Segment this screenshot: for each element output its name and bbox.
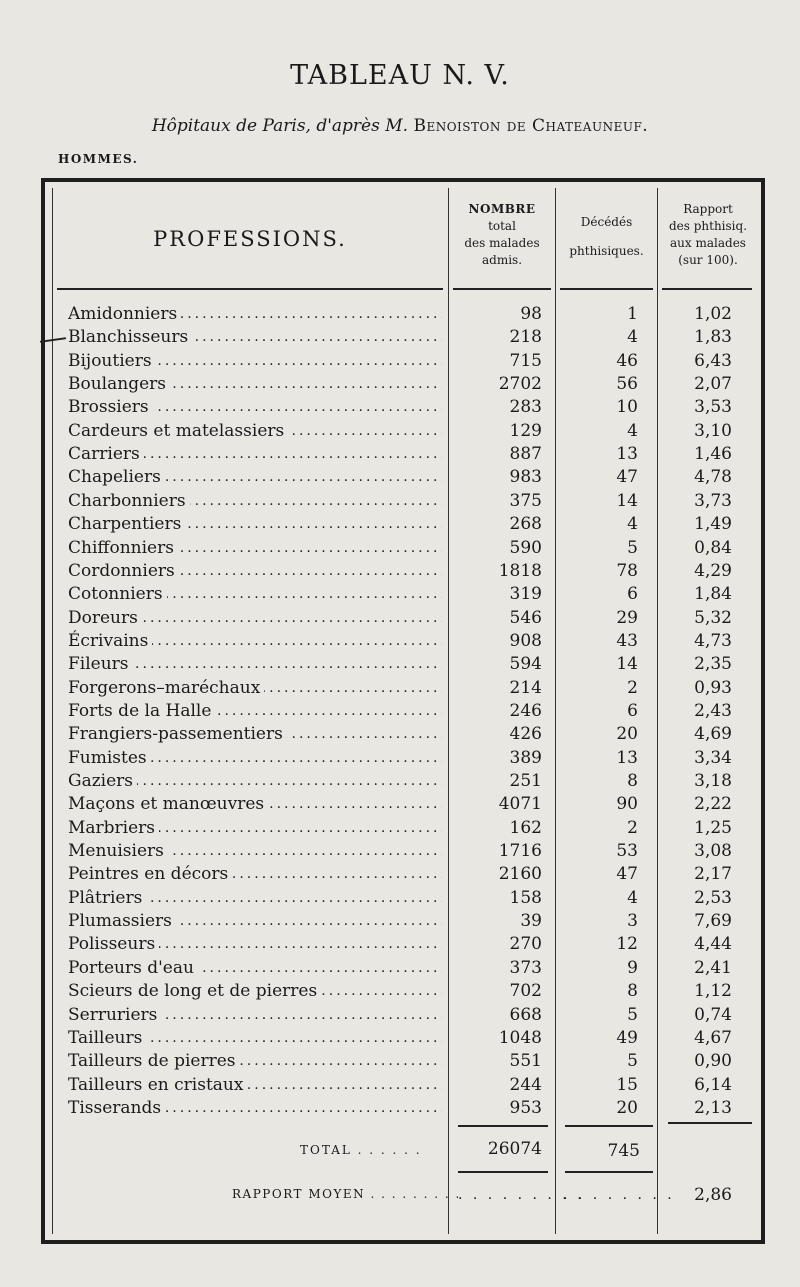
rapport-cell: 2,07	[694, 374, 732, 395]
decedes-cell: 43	[616, 630, 638, 651]
profession-cell	[68, 443, 442, 465]
table-row	[0, 420, 800, 443]
nombre-cell: 887	[509, 444, 542, 465]
nombre-cell: 244	[509, 1074, 542, 1095]
header-nombre	[450, 201, 554, 269]
nombre-cell: 389	[509, 747, 542, 768]
nombre-cell: 1716	[498, 841, 542, 862]
rapport-cell: 0,93	[694, 677, 732, 698]
decedes-cell: 12	[616, 934, 638, 955]
nombre-cell: 594	[509, 654, 542, 675]
profession-cell	[68, 653, 442, 675]
profession-name: Marbriers	[68, 818, 159, 838]
moyen-dots: . . . . . . . . .	[365, 1187, 461, 1201]
rapport-cell: 3,34	[694, 747, 732, 768]
profession-name: Doreurs	[68, 608, 142, 628]
total-dots: . . . . . .	[351, 1143, 422, 1157]
decedes-cell: 53	[616, 841, 638, 862]
profession-name: Menuisiers	[68, 841, 168, 861]
decedes-cell: 2	[627, 677, 638, 698]
profession-name: Fumistes	[68, 748, 151, 768]
table-row	[0, 770, 800, 793]
table-row	[0, 1097, 800, 1120]
profession-cell	[68, 350, 442, 372]
nombre-cell: 218	[509, 327, 542, 348]
table-row	[0, 700, 800, 723]
header-rapport	[659, 201, 757, 269]
profession-cell	[68, 723, 442, 745]
profession-cell	[68, 560, 442, 582]
table-row	[0, 653, 800, 676]
moyen-dots-nombre: . . . . . . . . .	[458, 1187, 585, 1203]
rapport-cell: 4,44	[694, 934, 732, 955]
table-row	[0, 980, 800, 1003]
total-rule	[565, 1125, 653, 1127]
rapport-cell: 5,32	[694, 607, 732, 628]
header-professions: PROFESSIONS.	[153, 227, 347, 251]
profession-name: Charpentiers	[68, 514, 185, 534]
nombre-cell: 246	[509, 700, 542, 721]
decedes-cell: 1	[627, 304, 638, 324]
decedes-cell: 49	[616, 1027, 638, 1048]
rapport-cell: 1,25	[694, 817, 732, 838]
table-row	[0, 560, 800, 583]
rapport-cell: 4,73	[694, 630, 732, 651]
table-row	[0, 1050, 800, 1073]
profession-cell	[68, 957, 442, 979]
rapport-cell: 3,08	[694, 841, 732, 862]
profession-cell	[68, 466, 442, 488]
decedes-cell: 15	[616, 1074, 638, 1095]
rapport-cell: 0,74	[694, 1004, 732, 1025]
profession-name: Cotonniers	[68, 584, 167, 604]
rapport-cell: 2,43	[694, 700, 732, 721]
rapport-cell: 3,18	[694, 771, 732, 791]
nombre-cell: 158	[509, 887, 542, 908]
rapport-cell: 2,13	[694, 1097, 732, 1118]
profession-name: Frangiers-passementiers	[68, 724, 287, 744]
decedes-cell: 5	[627, 1051, 638, 1072]
header-decedes-line: phthisiques.	[569, 244, 644, 258]
profession-name: Blanchisseurs	[68, 327, 192, 347]
profession-cell	[68, 630, 442, 652]
profession-cell	[68, 583, 442, 605]
profession-cell	[68, 1074, 442, 1096]
nombre-cell: 129	[509, 420, 542, 441]
rapport-cell: 4,69	[694, 724, 732, 745]
decedes-cell: 13	[616, 444, 638, 465]
profession-cell	[68, 793, 442, 815]
moyen-label	[232, 1187, 461, 1201]
table-row	[0, 373, 800, 396]
nombre-cell: 375	[509, 490, 542, 511]
table-row	[0, 1004, 800, 1027]
rapport-cell: 1,02	[694, 304, 732, 324]
table-row	[0, 583, 800, 606]
rapport-cell: 6,43	[694, 350, 732, 371]
decedes-cell: 2	[627, 817, 638, 838]
profession-cell	[68, 863, 442, 885]
profession-name: Porteurs d'eau	[68, 958, 198, 978]
rapport-cell: 4,67	[694, 1027, 732, 1048]
decedes-cell: 4	[627, 327, 638, 348]
table-row	[0, 793, 800, 816]
profession-name: Scieurs de long et de pierres	[68, 981, 321, 1001]
profession-cell	[68, 396, 442, 418]
header-rule	[662, 288, 752, 290]
profession-name: Forgerons–maréchaux	[68, 678, 264, 698]
profession-name: Serruriers	[68, 1005, 161, 1025]
profession-name: Plumassiers	[68, 911, 176, 931]
table-row	[0, 863, 800, 886]
table-row	[0, 840, 800, 863]
decedes-cell: 90	[616, 794, 638, 815]
table-row	[0, 513, 800, 536]
decedes-cell: 8	[627, 771, 638, 791]
nombre-cell: 702	[509, 981, 542, 1002]
profession-cell	[68, 1050, 442, 1072]
table-row	[0, 303, 800, 326]
decedes-cell: 5	[627, 537, 638, 558]
profession-name: Cordonniers	[68, 561, 179, 581]
decedes-cell: 8	[627, 981, 638, 1002]
profession-name: Tailleurs de pierres	[68, 1051, 240, 1071]
rapport-cell: 3,10	[694, 420, 732, 441]
total-rule	[668, 1122, 752, 1124]
rapport-cell: 1,49	[694, 514, 732, 535]
header-rule	[560, 288, 653, 290]
profession-name: Chiffonniers	[68, 538, 178, 558]
profession-name: Fileurs	[68, 654, 133, 674]
profession-cell	[68, 840, 442, 862]
header-nombre-line: des malades	[464, 236, 540, 250]
subtitle-author: Benoiston de Chateauneuf.	[413, 116, 649, 136]
profession-name: Chapeliers	[68, 467, 165, 487]
nombre-cell: 715	[509, 350, 542, 371]
nombre-cell: 283	[509, 397, 542, 418]
profession-cell	[68, 980, 442, 1002]
profession-name: Tailleurs en cristaux	[68, 1075, 247, 1095]
rapport-cell: 7,69	[694, 911, 732, 932]
header-rapport-line: aux malades	[670, 236, 746, 250]
rapport-cell: 0,90	[694, 1051, 732, 1072]
nombre-cell: 251	[509, 771, 542, 791]
header-decedes	[557, 214, 656, 260]
profession-cell	[68, 910, 442, 932]
table-row	[0, 630, 800, 653]
table-row	[0, 747, 800, 770]
decedes-cell: 14	[616, 654, 638, 675]
table-row	[0, 1027, 800, 1050]
profession-name: Charbonniers	[68, 491, 190, 511]
decedes-cell: 46	[616, 350, 638, 371]
nombre-cell: 373	[509, 957, 542, 978]
profession-name: Polisseurs	[68, 934, 159, 954]
header-rule	[453, 288, 551, 290]
table-row	[0, 957, 800, 980]
nombre-cell: 2160	[498, 864, 542, 885]
profession-cell	[68, 373, 442, 395]
table-row	[0, 466, 800, 489]
moyen-label-text: RAPPORT MOYEN	[232, 1187, 366, 1201]
rapport-cell: 2,22	[694, 794, 732, 815]
profession-cell	[68, 303, 442, 325]
header-rapport-line: (sur 100).	[678, 253, 738, 267]
rapport-cell: 3,53	[694, 397, 732, 418]
profession-name: Bijoutiers	[68, 351, 156, 371]
profession-name: Maçons et manœuvres	[68, 794, 268, 814]
total-label	[300, 1143, 422, 1157]
profession-cell	[68, 887, 442, 909]
table-row	[0, 887, 800, 910]
profession-name: Tisserands	[68, 1098, 165, 1118]
header-nombre-line: admis.	[481, 253, 523, 267]
profession-cell	[68, 513, 442, 535]
profession-cell	[68, 537, 442, 559]
nombre-cell: 98	[520, 304, 542, 324]
rapport-cell: 1,46	[694, 444, 732, 465]
profession-cell	[68, 747, 442, 769]
table-row	[0, 677, 800, 700]
nombre-cell: 1048	[498, 1027, 542, 1048]
table-row	[0, 326, 800, 349]
nombre-cell: 1818	[498, 560, 542, 581]
rapport-cell: 3,73	[694, 490, 732, 511]
nombre-cell: 319	[509, 584, 542, 605]
nombre-cell: 668	[509, 1004, 542, 1025]
nombre-cell: 953	[509, 1097, 542, 1118]
nombre-cell: 908	[509, 630, 542, 651]
profession-name: Forts de la Halle	[68, 701, 215, 721]
nombre-cell: 426	[509, 724, 542, 745]
header-decedes-line: Décédés	[580, 215, 633, 229]
table-title: TABLEAU N. V.	[290, 60, 510, 91]
moyen-rapport: 2,86	[694, 1185, 732, 1205]
section-label: HOMMES.	[58, 152, 139, 166]
table-row	[0, 490, 800, 513]
table-subtitle	[0, 116, 800, 136]
nombre-cell: 590	[509, 537, 542, 558]
nombre-cell: 268	[509, 514, 542, 535]
decedes-cell: 47	[616, 467, 638, 488]
decedes-cell: 6	[627, 700, 638, 721]
rapport-cell: 2,35	[694, 654, 732, 675]
profession-name: Écrivains	[68, 631, 152, 651]
total-rule	[458, 1125, 548, 1127]
table-row	[0, 350, 800, 373]
nombre-cell: 162	[509, 817, 542, 838]
decedes-cell: 29	[616, 607, 638, 628]
decedes-cell: 20	[616, 1097, 638, 1118]
total-rule-bottom	[458, 1171, 548, 1173]
profession-name: Amidonniers	[68, 304, 181, 324]
rapport-cell: 4,29	[694, 560, 732, 581]
moyen-dots-decedes: . . . . . . . .	[563, 1187, 675, 1203]
header-nombre-line: total	[488, 219, 516, 233]
decedes-cell: 6	[627, 584, 638, 605]
table-row	[0, 933, 800, 956]
profession-cell	[68, 700, 442, 722]
decedes-cell: 3	[627, 911, 638, 932]
decedes-cell: 4	[627, 887, 638, 908]
decedes-cell: 14	[616, 490, 638, 511]
profession-cell	[68, 1004, 442, 1026]
profession-name: Gaziers	[68, 771, 137, 791]
subtitle-italic: Hôpitaux de Paris, d'après M.	[151, 116, 409, 136]
table-row	[0, 443, 800, 466]
rapport-cell: 1,84	[694, 584, 732, 605]
rapport-cell: 2,41	[694, 957, 732, 978]
profession-cell	[68, 326, 442, 348]
rapport-cell: 2,17	[694, 864, 732, 885]
rapport-cell: 2,53	[694, 887, 732, 908]
total-rule-bottom	[565, 1171, 653, 1173]
nombre-cell: 214	[509, 677, 542, 698]
decedes-cell: 5	[627, 1004, 638, 1025]
nombre-cell: 270	[509, 934, 542, 955]
profession-name: Plâtriers	[68, 888, 146, 908]
header-rapport-line: Rapport	[683, 202, 733, 216]
header-rapport-line: des phthisiq.	[668, 219, 748, 233]
profession-name: Brossiers	[68, 397, 153, 417]
decedes-cell: 9	[627, 957, 638, 978]
total-nombre: 26074	[487, 1139, 542, 1159]
decedes-cell: 4	[627, 514, 638, 535]
decedes-cell: 47	[616, 864, 638, 885]
table-row	[0, 537, 800, 560]
profession-cell	[68, 770, 442, 792]
table-row	[0, 396, 800, 419]
decedes-cell: 4	[627, 420, 638, 441]
table-row	[0, 817, 800, 840]
total-decedes: 745	[607, 1141, 640, 1161]
profession-name: Peintres en décors	[68, 864, 232, 884]
decedes-cell: 20	[616, 724, 638, 745]
decedes-cell: 78	[616, 560, 638, 581]
table-row	[0, 607, 800, 630]
profession-cell	[68, 817, 442, 839]
nombre-cell: 2702	[498, 374, 542, 395]
profession-name: Boulangers	[68, 374, 170, 394]
decedes-cell: 10	[616, 397, 638, 418]
profession-name: Cardeurs et matelassiers	[68, 421, 288, 441]
table-row	[0, 910, 800, 933]
nombre-cell: 4071	[498, 794, 542, 815]
profession-cell	[68, 490, 442, 512]
table-row	[0, 723, 800, 746]
rapport-cell: 1,12	[694, 981, 732, 1002]
rapport-cell: 0,84	[694, 537, 732, 558]
rapport-cell: 4,78	[694, 467, 732, 488]
profession-cell	[68, 607, 442, 629]
profession-cell	[68, 1097, 442, 1119]
rapport-cell: 1,83	[694, 327, 732, 348]
profession-cell	[68, 420, 442, 442]
profession-cell	[68, 1027, 442, 1049]
header-rule	[57, 288, 443, 290]
rapport-cell: 6,14	[694, 1074, 732, 1095]
decedes-cell: 56	[616, 374, 638, 395]
profession-cell	[68, 677, 442, 699]
nombre-cell: 983	[509, 467, 542, 488]
total-label-text: TOTAL	[300, 1143, 352, 1157]
profession-cell	[68, 933, 442, 955]
header-nombre-line: NOMBRE	[468, 202, 536, 216]
decedes-cell: 13	[616, 747, 638, 768]
table-row	[0, 1074, 800, 1097]
nombre-cell: 39	[520, 911, 542, 932]
profession-name: Tailleurs	[68, 1028, 146, 1048]
profession-name: Carriers	[68, 444, 144, 464]
nombre-cell: 546	[509, 607, 542, 628]
nombre-cell: 551	[509, 1051, 542, 1072]
